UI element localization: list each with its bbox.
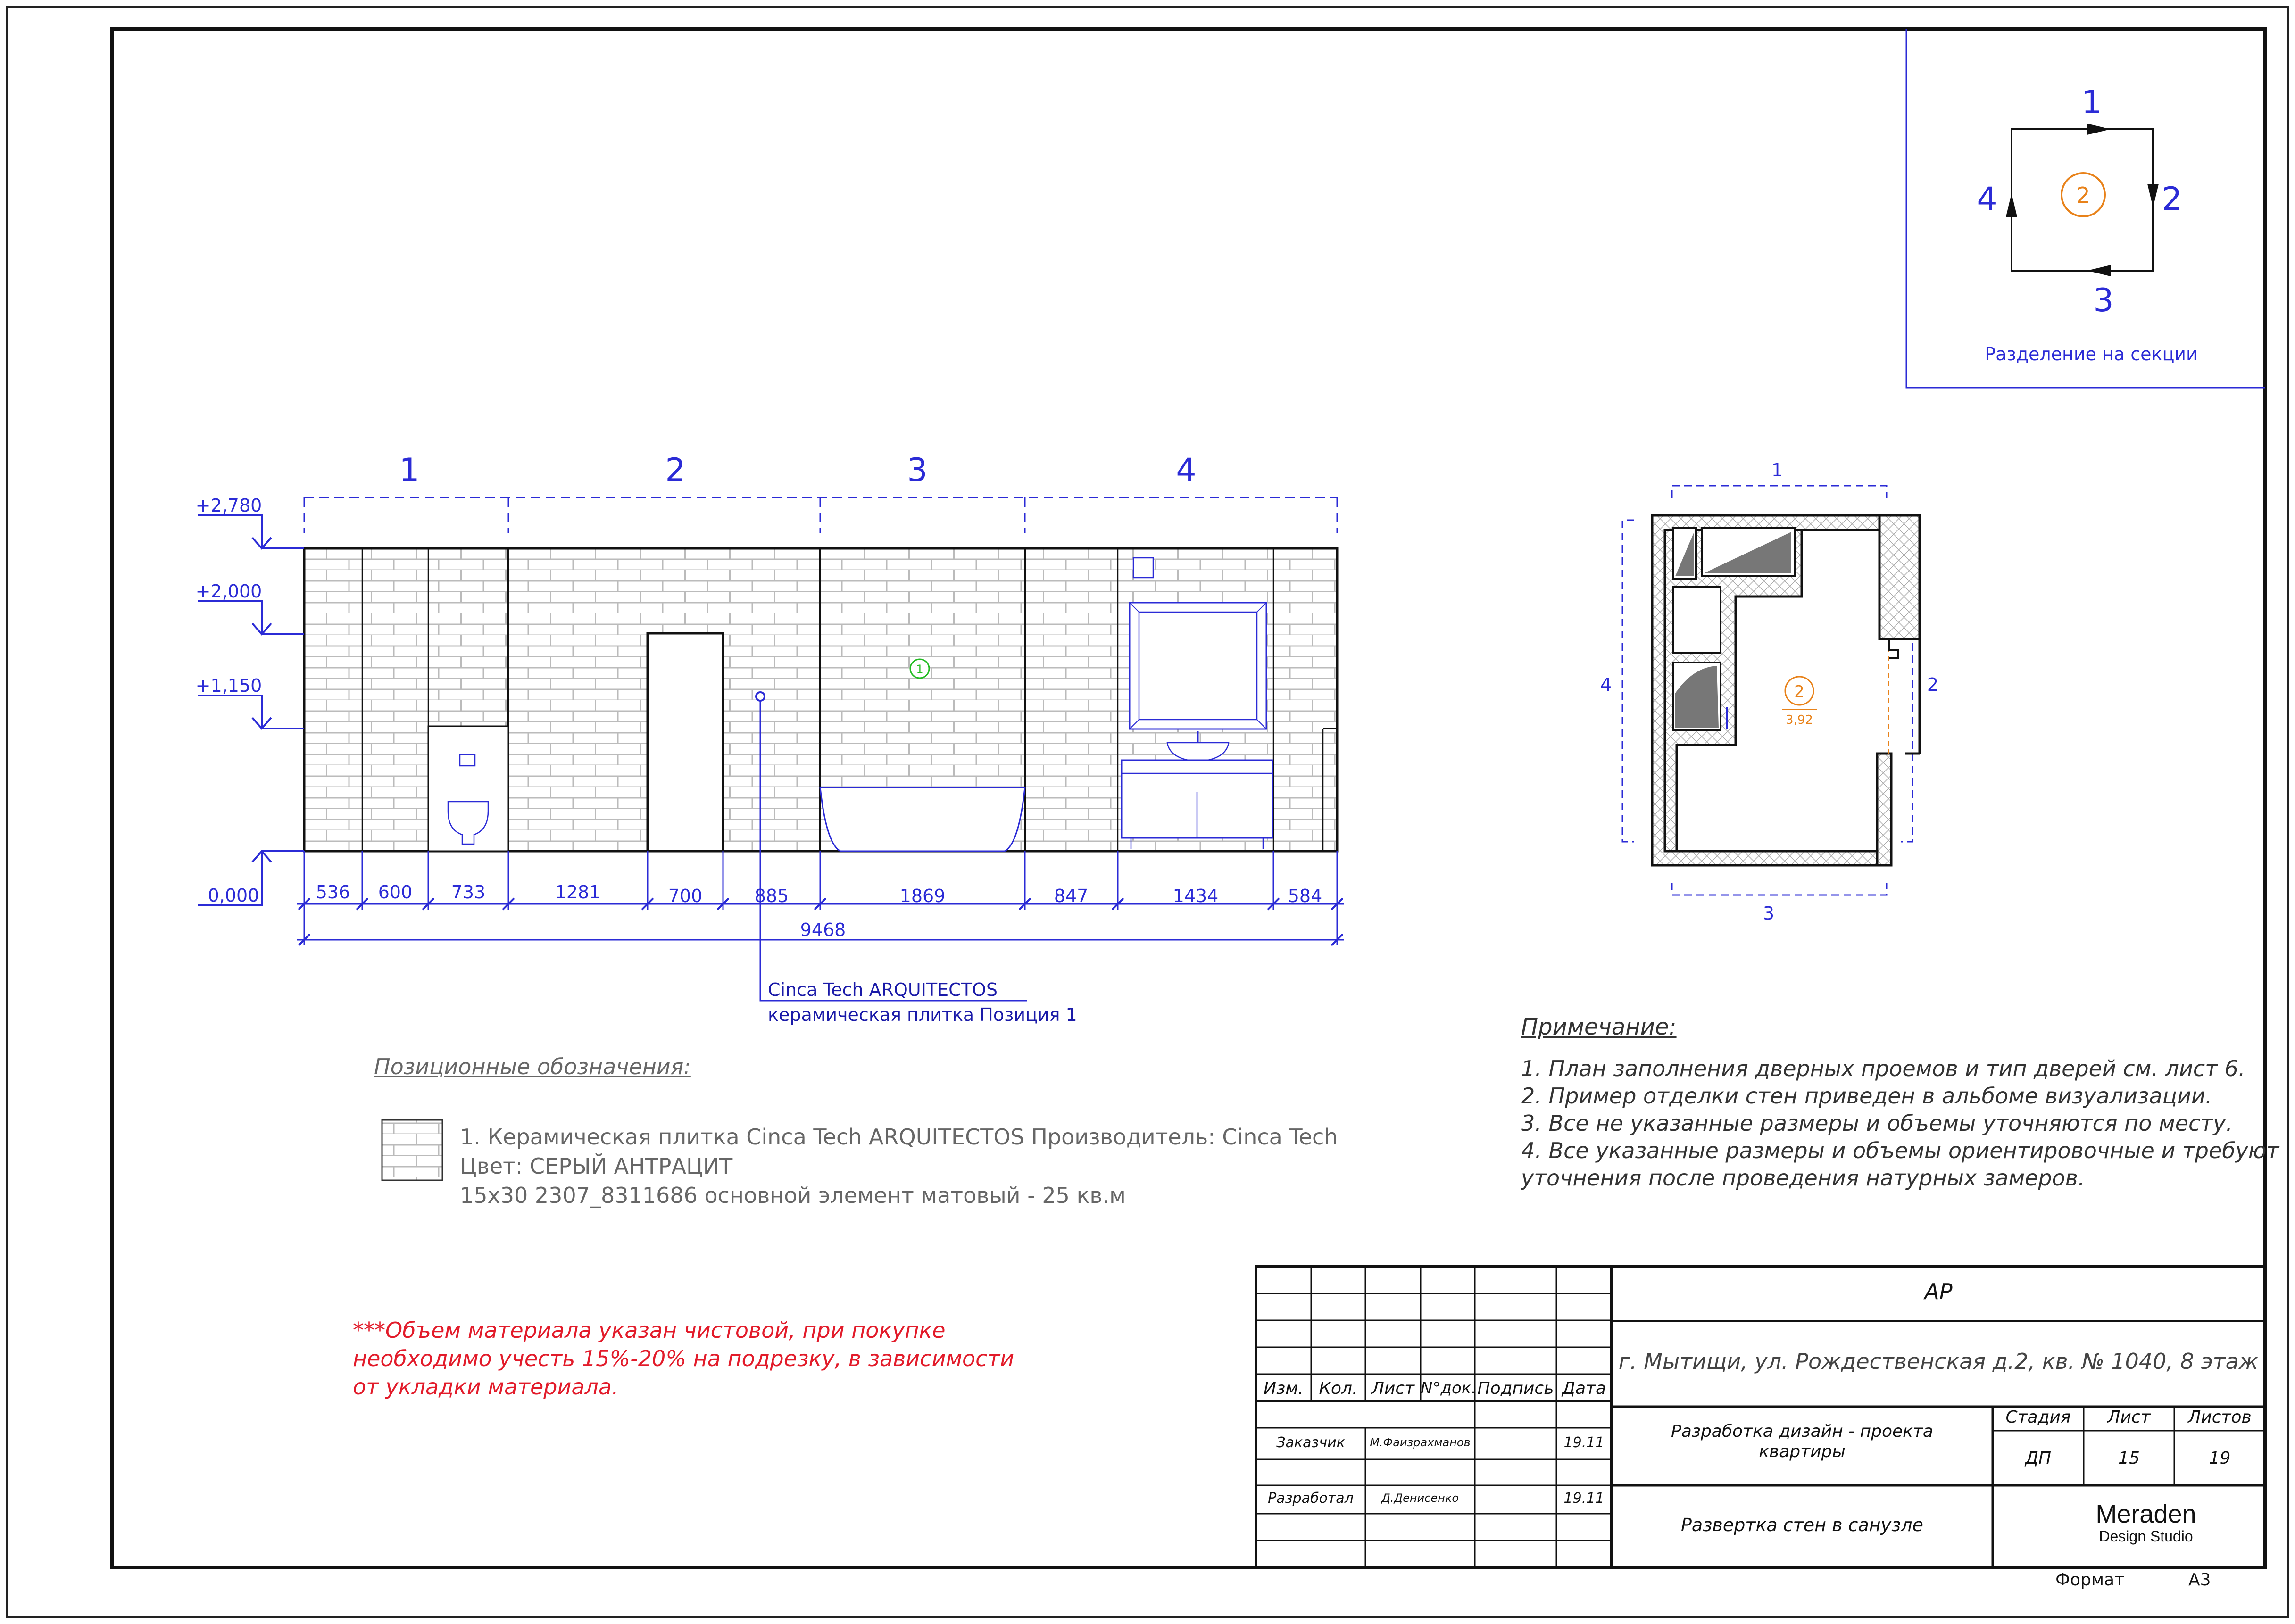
dim-536: 536 xyxy=(316,882,350,903)
tb-sheets-header: Листов xyxy=(2188,1408,2252,1427)
warning-line-1: ***Объем материала указан чистовой, при покупке xyxy=(353,1317,946,1343)
level-0000: 0,000 xyxy=(208,885,259,906)
dim-733: 733 xyxy=(451,882,486,903)
tb-sheets: 19 xyxy=(2209,1449,2231,1468)
warning-line-2: необходимо учесть 15%-20% на подрезку, в зависимости xyxy=(353,1346,1014,1371)
wall-elevation xyxy=(196,452,1344,1025)
format-label: Формат xyxy=(2055,1570,2125,1590)
plan-side-1: 1 xyxy=(1771,460,1783,481)
tb-header-date: Дата xyxy=(1562,1379,1606,1398)
legend-tile-swatch xyxy=(382,1120,442,1180)
tb-header-list: Лист xyxy=(1371,1379,1415,1398)
tb-developer-role: Разработал xyxy=(1268,1490,1354,1507)
tb-customer-date: 19.11 xyxy=(1563,1434,1605,1451)
elevation-section-2: 2 xyxy=(665,452,686,489)
dim-847: 847 xyxy=(1054,886,1089,906)
dim-584: 584 xyxy=(1288,886,1322,906)
note-2: 2. Пример отделки стен приведен в альбоме визуализации. xyxy=(1521,1083,2212,1109)
mirror xyxy=(1130,603,1266,729)
plan-room-area: 3,92 xyxy=(1786,713,1813,727)
elevation-section-1: 1 xyxy=(399,452,420,489)
tb-sheet-header: Лист xyxy=(2107,1408,2151,1427)
vent xyxy=(1133,558,1153,578)
legend-line-2: Цвет: СЕРЫЙ АНТРАЦИТ xyxy=(460,1153,733,1179)
tb-sheet: 15 xyxy=(2118,1449,2140,1468)
tb-drawing-title: Развертка стен в санузле xyxy=(1681,1515,1923,1535)
tb-company-sub: Design Studio xyxy=(2099,1528,2193,1545)
tb-address: г. Мытищи, ул. Рождественская д.2, кв. № 1040, 8 этаж xyxy=(1618,1349,2259,1374)
callout-line-2: керамическая плитка Позиция 1 xyxy=(768,1004,1077,1025)
note-3: 3. Все не указанные размеры и объемы уточняются по месту. xyxy=(1521,1110,2233,1136)
elevation-section-3: 3 xyxy=(907,452,928,489)
dim-885: 885 xyxy=(754,886,789,906)
section-key-room-number: 2 xyxy=(2076,182,2090,208)
level-1150: +1,150 xyxy=(195,675,262,696)
plan-room-number: 2 xyxy=(1794,682,1804,701)
bathtub xyxy=(820,787,1025,851)
note-5: уточнения после проведения натурных замеров. xyxy=(1521,1165,2085,1191)
plan-side-4: 4 xyxy=(1600,674,1612,695)
tb-code: АР xyxy=(1924,1279,1953,1304)
note-4: 4. Все указанные размеры и объемы ориентировочные и требуют xyxy=(1521,1138,2279,1163)
tb-customer-role: Заказчик xyxy=(1276,1434,1345,1451)
dim-1281: 1281 xyxy=(555,882,601,903)
dim-700: 700 xyxy=(668,886,703,906)
callout-line-1: Cinca Tech ARQUITECTOS xyxy=(768,979,998,1000)
tb-stage-header: Стадия xyxy=(2005,1408,2071,1427)
tb-developer-name: Д.Денисенко xyxy=(1381,1491,1459,1505)
dim-total: 9468 xyxy=(800,920,846,940)
tb-header-doc: N°док. xyxy=(1421,1379,1477,1398)
plan-side-2: 2 xyxy=(1927,674,1939,695)
dim-1434: 1434 xyxy=(1172,886,1219,906)
section-key-label-4: 4 xyxy=(1977,181,1997,218)
section-key-label-3: 3 xyxy=(2093,282,2114,319)
format-value: А3 xyxy=(2188,1570,2211,1590)
door xyxy=(648,633,723,851)
tb-header-sign: Подпись xyxy=(1477,1379,1554,1398)
legend-title: Позиционные обозначения: xyxy=(374,1054,691,1079)
section-key-label-2: 2 xyxy=(2162,181,2182,218)
level-2780: +2,780 xyxy=(195,495,262,516)
note-1: 1. План заполнения дверных проемов и тип дверей см. лист 6. xyxy=(1521,1056,2245,1081)
dim-1869: 1869 xyxy=(899,886,946,906)
section-key-caption: Разделение на секции xyxy=(1985,344,2198,365)
legend-line-1: 1. Керамическая плитка Cinca Tech ARQUITECTOS Производитель: Cinca Tech xyxy=(460,1124,1338,1150)
toilet-niche xyxy=(428,726,508,851)
floor-plan xyxy=(1600,460,1938,924)
level-2000: +2,000 xyxy=(195,581,262,602)
tb-project-line-1: Разработка дизайн - проекта xyxy=(1671,1422,1933,1441)
tb-header-izm: Изм. xyxy=(1264,1379,1304,1398)
tb-customer-name: М.Фаизрахманов xyxy=(1370,1436,1471,1449)
legend-line-3: 15х30 2307_8311686 основной элемент матовый - 25 кв.м xyxy=(460,1183,1126,1208)
tb-header-kol: Кол. xyxy=(1319,1379,1358,1398)
elevation-section-4: 4 xyxy=(1176,452,1197,489)
tb-project-line-2: квартиры xyxy=(1759,1442,1846,1461)
section-key xyxy=(1906,29,2265,388)
section-key-label-1: 1 xyxy=(2081,84,2102,121)
warning-line-3: от укладки материала. xyxy=(353,1374,619,1400)
tb-company: Meraden xyxy=(2095,1500,2196,1528)
dim-600: 600 xyxy=(378,882,413,903)
notes-title: Примечание: xyxy=(1521,1014,1677,1040)
tile-marker-number: 1 xyxy=(916,663,923,676)
tb-stage: ДП xyxy=(2025,1449,2052,1468)
plan-side-3: 3 xyxy=(1763,903,1775,924)
tb-developer-date: 19.11 xyxy=(1563,1490,1605,1507)
